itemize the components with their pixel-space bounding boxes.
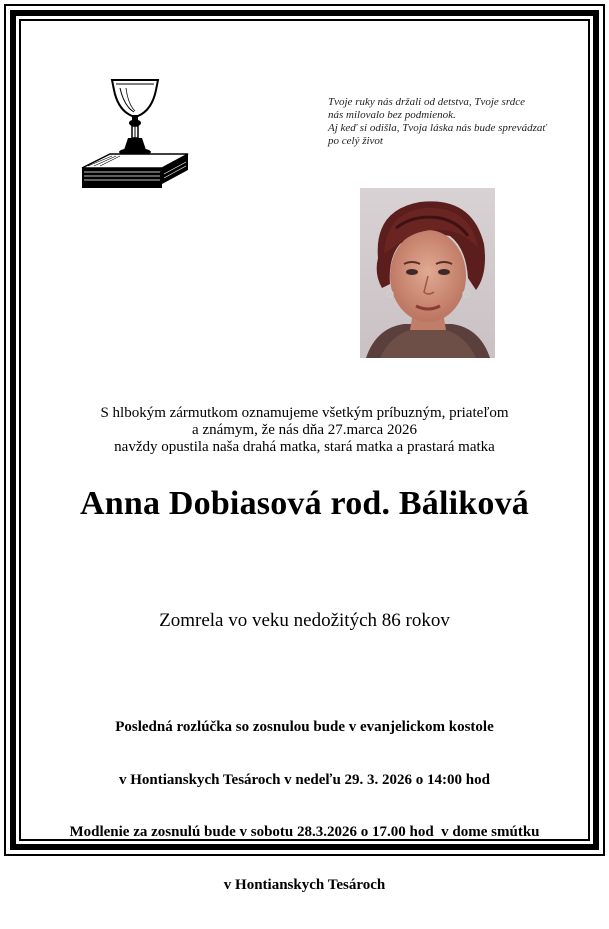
memorial-poem bbox=[328, 96, 590, 148]
poem-line: Aj keď si odišla, Tvoja láska nás bude sprevádzať bbox=[328, 122, 547, 134]
death-announcement bbox=[40, 405, 569, 456]
funeral-line: v Hontianskych Tesároch bbox=[223, 876, 386, 893]
deceased-name: Anna Dobiasová rod. Báliková bbox=[80, 485, 529, 522]
poem-line: po celý život bbox=[328, 135, 383, 147]
funeral-line: Modlenie za zosnulú bude v sobotu 28.3.2026 o 17.00 hod v dome smútku bbox=[69, 824, 540, 840]
funeral-details bbox=[30, 684, 579, 929]
portrait-photo bbox=[360, 188, 495, 358]
announcement-line: navždy opustila naša drahá matka, stará matka a prastará matka bbox=[114, 439, 495, 455]
announcement-line: a známym, že nás dňa 27.marca 2026 bbox=[192, 422, 417, 438]
funeral-line: Posledná rozlúčka so zosnulou bude v evanjelickom kostole bbox=[115, 719, 494, 735]
chalice-on-bible-icon bbox=[80, 76, 192, 194]
announcement-line: S hlbokým zármutkom oznamujeme všetkým príbuzným, priateľom bbox=[100, 405, 509, 421]
poem-line: nás milovalo bez podmienok. bbox=[328, 109, 456, 121]
funeral-line: v Hontianskych Tesároch v nedeľu 29. 3. 2026 o 14:00 hod bbox=[119, 771, 490, 788]
age-statement: Zomrela vo veku nedožitých 86 rokov bbox=[159, 610, 450, 631]
poem-line: Tvoje ruky nás držali od detstva, Tvoje srdce bbox=[328, 96, 525, 108]
